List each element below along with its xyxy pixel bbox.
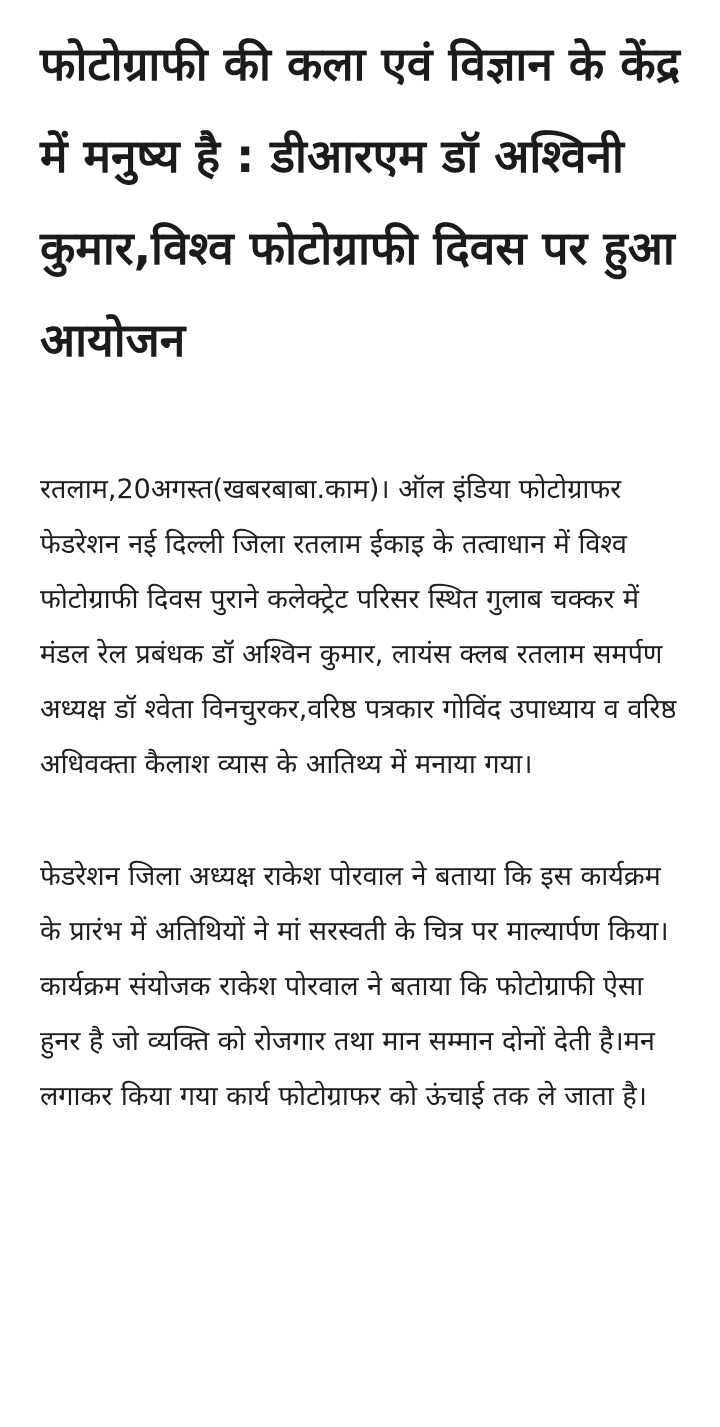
article-paragraph-federation: फेडरेशन जिला अध्यक्ष राकेश पोरवाल ने बताया कि इस कार्यक्रम के प्रारंभ में अतिथियों ने मां सरस्वती के चित्र पर माल्यार्पण किया। कार्यक्रम संयोजक राकेश पोरवाल ने बताया कि फोटोग्राफी ऐसा हुनर है जो व्यक्ति को रोजगार तथा मान सम्मान दोनों देती है।मन लगाकर किया गया कार्य फोटोग्राफर को ऊंचाई तक ले जाता है। [40, 861, 669, 1112]
article-headline: फोटोग्राफी की कला एवं विज्ञान के केंद्र में मनुष्य है : डीआरएम डॉ अश्विनी कुमार,विश्व फोटोग्राफी दिवस पर हुआ आयोजन [40, 37, 680, 367]
news-article [40, 18, 690, 1124]
article-paragraph-intro: रतलाम,20अगस्त(खबरबाबा.काम)। ऑल इंडिया फोटोग्राफर फेडरेशन नई दिल्ली जिला रतलाम ईकाइ के तत्वाधान में विश्व फोटोग्राफी दिवस पुराने कलेक्ट्रेट परिसर स्थित गुलाब चक्कर में मंडल रेल प्रबंधक डॉ अश्विन कुमार, लायंस क्लब रतलाम समर्पण अध्यक्ष डॉ श्वेता विनचुरकर,वरिष्ठ पत्रकार गोविंद उपाध्याय व वरिष्ठ अधिवक्ता कैलाश व्यास के आतिथ्य में मनाया गया। [40, 474, 677, 780]
